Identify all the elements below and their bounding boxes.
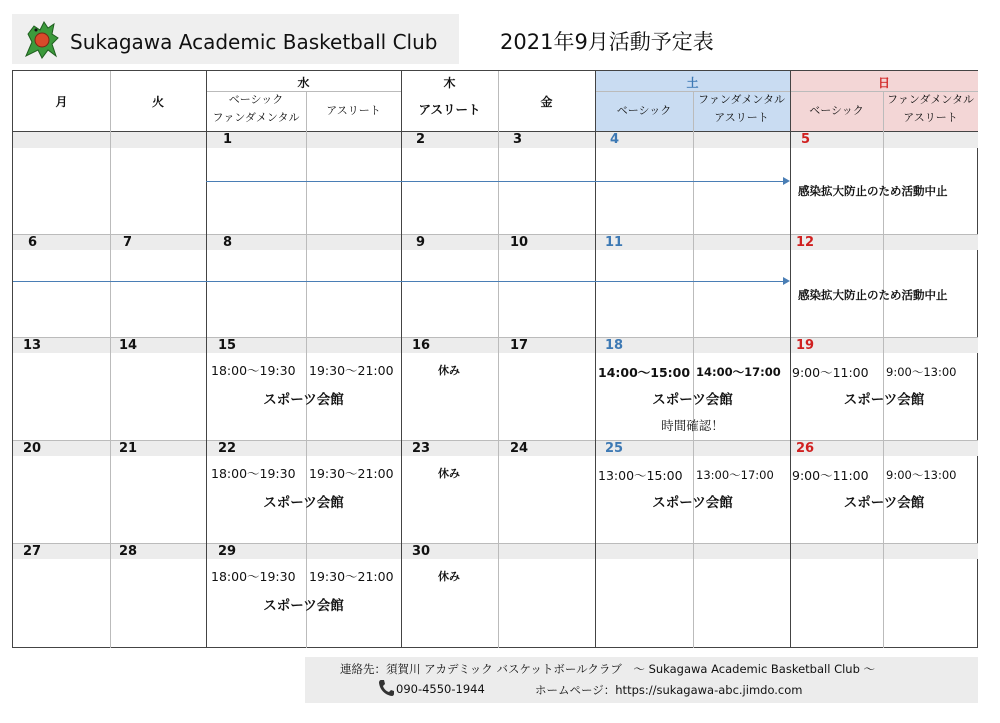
date-21: 21 <box>119 441 138 456</box>
time-slot: 14:00～17:00 <box>696 365 781 379</box>
date-5: 5 <box>801 132 811 147</box>
date-24: 24 <box>510 441 529 456</box>
col-divider <box>498 71 499 648</box>
time-slot: 9:00～13:00 <box>886 468 957 482</box>
col-divider <box>790 71 791 648</box>
row-divider <box>13 543 978 544</box>
time-slot: 19:30～21:00 <box>309 569 394 584</box>
date-28: 28 <box>119 544 138 559</box>
date-7: 7 <box>123 235 133 250</box>
weekday-mon: 月 <box>55 95 68 109</box>
cancellation-arrow <box>13 281 784 282</box>
club-name: Sukagawa Academic Basketball Club <box>70 30 438 54</box>
rest-label: 休み <box>438 364 460 377</box>
time-slot: 9:00～13:00 <box>886 365 957 379</box>
time-slot: 13:00～15:00 <box>598 468 683 483</box>
contact-line: 連絡先：須賀川 アカデミック バスケットボールクラブ ～ Sukagawa Academic Basketball Club ～ <box>340 662 876 676</box>
arrowhead-icon <box>783 277 790 285</box>
calendar-grid <box>12 70 978 648</box>
weekday-thu: 木 <box>443 76 456 90</box>
venue-label: スポーツ会館 <box>843 495 925 511</box>
date-3: 3 <box>513 132 523 147</box>
date-15: 15 <box>218 338 237 353</box>
weekday-sun: 日 <box>877 76 890 90</box>
subheader-wed-athlete: アスリート <box>326 104 381 117</box>
date-18: 18 <box>605 338 624 353</box>
subheader-sat-fundamental: ファンダメンタル アスリート <box>698 93 785 124</box>
weekday-sat: 土 <box>686 76 699 90</box>
venue-label: スポーツ会館 <box>263 392 344 408</box>
date-8: 8 <box>223 235 233 250</box>
date-12: 12 <box>796 235 815 250</box>
week1-date-band <box>13 132 978 148</box>
date-17: 17 <box>510 338 529 353</box>
col-divider <box>401 71 402 648</box>
time-slot: 18:00～19:30 <box>211 363 296 378</box>
subheader-sun-basic: ベーシック <box>809 104 864 117</box>
col-divider <box>110 71 111 648</box>
subheader-thu-athlete: アスリート <box>418 102 481 117</box>
dragon-mascot-icon <box>18 16 64 62</box>
date-14: 14 <box>119 338 138 353</box>
check-time-note: 時間確認！ <box>661 418 724 433</box>
date-23: 23 <box>412 441 431 456</box>
col-divider <box>595 71 596 648</box>
date-30: 30 <box>412 544 431 559</box>
arrowhead-icon <box>783 177 790 185</box>
time-slot: 14:00～15:00 <box>598 365 691 380</box>
time-slot: 19:30～21:00 <box>309 466 394 481</box>
row-divider <box>13 234 978 235</box>
rest-label: 休み <box>438 467 460 480</box>
time-slot: 13:00～17:00 <box>696 468 774 482</box>
venue-label: スポーツ会館 <box>263 598 344 614</box>
subheader-wed-basic: ベーシック ファンダメンタル <box>212 93 300 124</box>
date-1: 1 <box>223 132 233 147</box>
week4-date-band <box>13 440 978 456</box>
date-27: 27 <box>23 544 42 559</box>
row-divider <box>13 440 978 441</box>
date-4: 4 <box>610 132 620 147</box>
row-divider <box>13 131 978 132</box>
date-16: 16 <box>412 338 431 353</box>
phone-number: 090-4550-1944 <box>396 682 485 696</box>
week2-date-band <box>13 234 978 250</box>
date-22: 22 <box>218 441 237 456</box>
date-9: 9 <box>416 235 426 250</box>
cancellation-arrow <box>206 181 784 182</box>
date-10: 10 <box>510 235 529 250</box>
row-divider <box>13 337 978 338</box>
weekday-tue: 火 <box>151 95 164 109</box>
date-25: 25 <box>605 441 624 456</box>
time-slot: 9:00～11:00 <box>792 365 869 380</box>
date-26: 26 <box>796 441 815 456</box>
weekday-wed: 水 <box>297 76 310 90</box>
venue-label: スポーツ会館 <box>263 495 344 511</box>
col-divider <box>306 91 307 648</box>
venue-label: スポーツ会館 <box>843 392 925 408</box>
phone-icon <box>378 679 394 697</box>
date-19: 19 <box>796 338 815 353</box>
venue-label: スポーツ会館 <box>652 495 733 511</box>
cancel-notice: 感染拡大防止のため活動中止 <box>798 288 948 302</box>
date-13: 13 <box>23 338 42 353</box>
week5-date-band <box>13 543 978 559</box>
page-title: 2021年9月活動予定表 <box>500 30 714 54</box>
subheader-sat-basic: ベーシック <box>616 104 672 117</box>
col-divider <box>883 91 884 648</box>
date-6: 6 <box>28 235 38 250</box>
week3-date-band <box>13 337 978 353</box>
time-slot: 18:00～19:30 <box>211 569 296 584</box>
rest-label: 休み <box>438 570 460 583</box>
time-slot: 9:00～11:00 <box>792 468 869 483</box>
time-slot: 18:00～19:30 <box>211 466 296 481</box>
date-11: 11 <box>605 235 624 250</box>
col-divider <box>206 71 207 648</box>
weekday-fri: 金 <box>540 95 553 109</box>
date-2: 2 <box>416 132 426 147</box>
date-20: 20 <box>23 441 42 456</box>
cancel-notice: 感染拡大防止のため活動中止 <box>798 184 948 198</box>
subheader-sun-fundamental: ファンダメンタル アスリート <box>887 93 974 124</box>
homepage-url[interactable]: ホームページ：https://sukagawa-abc.jimdo.com <box>535 683 803 697</box>
venue-label: スポーツ会館 <box>652 392 733 408</box>
date-29: 29 <box>218 544 237 559</box>
col-divider <box>693 91 694 648</box>
time-slot: 19:30～21:00 <box>309 363 394 378</box>
